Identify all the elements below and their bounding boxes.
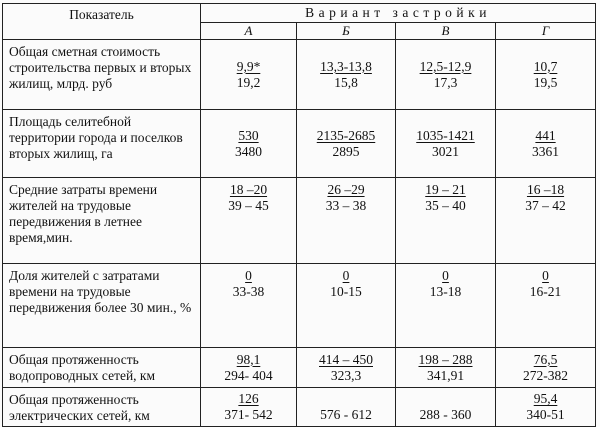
- value-top: 1035-1421: [416, 127, 475, 143]
- value-cell: [201, 110, 297, 178]
- value-cell: [396, 110, 496, 178]
- value-top: [297, 391, 395, 407]
- value-top: 2135-2685: [316, 127, 376, 143]
- value-top: 95,4: [533, 391, 558, 406]
- value-top: 9,9*: [236, 58, 261, 74]
- row-label: Доля жителей с затратами времени на трудовые передвижения более 30 мин., %: [3, 264, 201, 348]
- value-cell: [297, 40, 396, 110]
- value-bottom: 288 - 360: [419, 407, 472, 422]
- value-cell: [297, 264, 396, 348]
- value-bottom: 35 – 40: [425, 198, 466, 213]
- column-header-b: Б: [297, 23, 396, 40]
- table-row: [3, 40, 596, 110]
- row-label: Общая протяженность водопроводных сетей, км: [3, 348, 201, 388]
- table-row: [3, 264, 596, 348]
- value-cell: [201, 40, 297, 110]
- table-row: [3, 110, 596, 178]
- table-row: [3, 388, 596, 427]
- value-cell: [297, 348, 396, 388]
- value-top: 198 – 288: [418, 351, 473, 367]
- value-bottom: 371- 542: [224, 407, 273, 422]
- value-cell: [396, 388, 496, 427]
- value-top: 414 – 450: [319, 351, 373, 367]
- value-bottom: 33-38: [232, 284, 265, 299]
- value-bottom: 576 - 612: [320, 407, 372, 422]
- value-cell: [496, 40, 596, 110]
- value-cell: [496, 348, 596, 388]
- value-bottom: 340-51: [526, 407, 565, 422]
- value-bottom: 3480: [235, 143, 262, 159]
- value-top: 76,5: [533, 351, 558, 367]
- value-top: 26 –29: [327, 182, 365, 197]
- value-top: 126: [238, 391, 259, 406]
- value-cell: [496, 178, 596, 264]
- column-header-g: Г: [496, 23, 596, 40]
- value-top: 530: [238, 127, 259, 143]
- column-header-v: В: [396, 23, 496, 40]
- value-top: 98,1: [236, 351, 261, 367]
- value-cell: [396, 264, 496, 348]
- value-bottom: 39 – 45: [228, 198, 269, 213]
- value-bottom: 294- 404: [224, 367, 273, 383]
- row-label: Средние затраты времени жителей на трудовые передвижения в летнее время,мин.: [3, 178, 201, 264]
- value-bottom: 3021: [432, 143, 459, 159]
- value-cell: [297, 110, 396, 178]
- value-bottom: 10-15: [330, 284, 362, 299]
- value-top: 0: [442, 268, 449, 283]
- value-cell: [396, 178, 496, 264]
- variant-header: Вариант застройки: [201, 4, 596, 23]
- value-cell: [396, 348, 496, 388]
- row-label: Площадь селитебной территории города и поселков вторых жилищ, га: [3, 110, 201, 178]
- value-top: 16 –18: [526, 182, 565, 197]
- value-bottom: 13-18: [429, 284, 462, 299]
- value-bottom: 16-21: [529, 284, 562, 299]
- value-cell: [496, 264, 596, 348]
- value-top: 0: [342, 268, 350, 283]
- comparison-table: [2, 3, 596, 427]
- value-top: 441: [535, 127, 556, 143]
- value-top: 12,5-12,9: [419, 58, 472, 74]
- value-bottom: 272-382: [523, 367, 569, 383]
- value-top: [396, 391, 495, 407]
- row-label: Общая протяженность электрических сетей, км: [3, 388, 201, 427]
- value-bottom: 17,3: [433, 74, 458, 90]
- indicator-header: Показатель: [3, 4, 201, 40]
- value-bottom: 19,5: [533, 74, 558, 90]
- value-cell: [201, 178, 297, 264]
- value-cell: [201, 264, 297, 348]
- value-cell: [297, 388, 396, 427]
- column-header-a: А: [201, 23, 297, 40]
- table-row: [3, 348, 596, 388]
- value-bottom: 33 – 38: [325, 198, 367, 213]
- value-top: 18 –20: [229, 182, 268, 197]
- value-top: 0: [542, 268, 549, 283]
- value-top: 19 – 21: [425, 182, 466, 197]
- value-bottom: 341,91: [426, 367, 465, 383]
- value-bottom: 2895: [332, 143, 360, 159]
- value-cell: [201, 348, 297, 388]
- value-top: 13,3-13,8: [320, 58, 372, 74]
- table-row: [3, 178, 596, 264]
- value-cell: [496, 110, 596, 178]
- value-bottom: 15,8: [334, 74, 358, 90]
- value-cell: [396, 40, 496, 110]
- value-bottom: 37 – 42: [525, 198, 566, 213]
- value-top: 10,7: [533, 58, 558, 74]
- value-cell: [297, 178, 396, 264]
- value-cell: [201, 388, 297, 427]
- row-label: Общая сметная стоимость строительства первых и вторых жилищ, млрд. руб: [3, 40, 201, 110]
- value-cell: [496, 388, 596, 427]
- value-bottom: 323,3: [330, 367, 362, 383]
- value-bottom: 19,2: [236, 74, 261, 90]
- value-bottom: 3361: [532, 143, 560, 159]
- value-top: 0: [245, 268, 252, 283]
